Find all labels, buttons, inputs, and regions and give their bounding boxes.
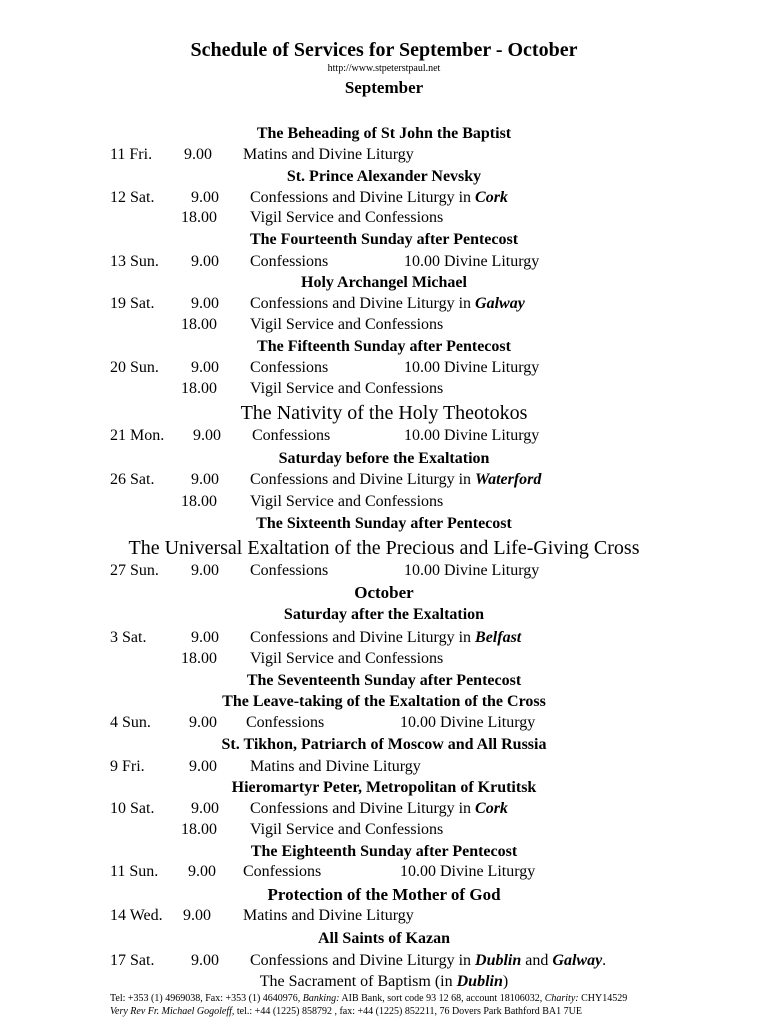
service-location: Waterford — [475, 471, 542, 488]
service-time: 9.00 — [183, 907, 211, 924]
service-time: 9.00 — [191, 295, 219, 312]
feast-heading: Holy Archangel Michael — [301, 274, 467, 291]
service-date: 17 Sat. — [110, 952, 155, 969]
service-time: 18.00 — [181, 493, 217, 510]
service-time: 9.00 — [188, 863, 216, 880]
service-time: 18.00 — [181, 209, 217, 226]
service-description: Matins and Divine Liturgy — [250, 758, 421, 775]
service-description: Confessions and Divine Liturgy in Cork — [250, 189, 508, 206]
service-date: 11 Sun. — [110, 863, 159, 880]
footer-priest-line: Very Rev Fr. Michael Gogoleff, tel.: +44 (1225) 858792 , fax: +44 (1225) 852211, 76 Dovers Park Bathford BA1 7UE — [110, 1006, 582, 1017]
month-heading-october: October — [354, 583, 414, 602]
service-extra: 10.00 Divine Liturgy — [400, 863, 536, 880]
feast-heading: Hieromartyr Peter, Metropolitan of Krutitsk — [231, 779, 537, 796]
service-time: 18.00 — [181, 316, 217, 333]
service-date: 3 Sat. — [110, 629, 147, 646]
service-description: Confessions — [250, 253, 329, 270]
feast-heading: The Seventeenth Sunday after Pentecost — [246, 672, 522, 689]
service-time: 9.00 — [193, 427, 221, 444]
service-description: Matins and Divine Liturgy — [243, 146, 414, 163]
service-time: 18.00 — [181, 380, 217, 397]
service-extra: 10.00 Divine Liturgy — [404, 253, 540, 270]
service-description: Confessions — [250, 359, 329, 376]
baptism-note: The Sacrament of Baptism (in Dublin) — [259, 973, 509, 990]
month-heading-september: September — [344, 78, 424, 97]
service-date: 10 Sat. — [110, 800, 155, 817]
service-description: Confessions — [243, 863, 322, 880]
service-description: Vigil Service and Confessions — [250, 209, 444, 226]
service-description: Confessions — [252, 427, 331, 444]
footer-contact-line: Tel: +353 (1) 4969038, Fax: +353 (1) 4640976, Banking: AIB Bank, sort code 93 12 68, account 18106032, Charity: CHY14529 — [110, 993, 628, 1004]
service-date: 21 Mon. — [110, 427, 165, 444]
service-location: Galway — [552, 952, 603, 969]
service-extra: 10.00 Divine Liturgy — [404, 427, 540, 444]
feast-heading: The Beheading of St John the Baptist — [256, 125, 512, 142]
service-description: Vigil Service and Confessions — [250, 380, 444, 397]
service-description: Confessions — [250, 562, 329, 579]
service-location: Belfast — [475, 629, 522, 646]
feast-heading: Saturday before the Exaltation — [278, 450, 490, 467]
service-date: 20 Sun. — [110, 359, 159, 376]
service-time: 9.00 — [191, 629, 219, 646]
feast-heading-major: The Nativity of the Holy Theotokos — [240, 402, 528, 424]
service-date: 14 Wed. — [110, 907, 163, 924]
service-time: 9.00 — [191, 562, 219, 579]
service-description: Confessions and Divine Liturgy in Galway — [250, 295, 525, 312]
feast-heading: The Fifteenth Sunday after Pentecost — [257, 338, 511, 355]
service-time: 9.00 — [191, 800, 219, 817]
service-date: 19 Sat. — [110, 295, 155, 312]
service-location: Dublin — [475, 952, 522, 969]
service-extra: 10.00 Divine Liturgy — [404, 562, 540, 579]
feast-heading: The Eighteenth Sunday after Pentecost — [250, 843, 518, 860]
page-title: Schedule of Services for September - October — [190, 39, 578, 61]
feast-heading: Saturday after the Exaltation — [283, 606, 485, 623]
service-description: Confessions and Divine Liturgy in Waterford — [250, 471, 542, 488]
service-extra: 10.00 Divine Liturgy — [400, 714, 536, 731]
service-extra: 10.00 Divine Liturgy — [404, 359, 540, 376]
service-time: 18.00 — [181, 650, 217, 667]
service-description: Confessions and Divine Liturgy in Cork — [250, 800, 508, 817]
service-time: 9.00 — [191, 952, 219, 969]
service-date: 26 Sat. — [110, 471, 155, 488]
service-time: 9.00 — [189, 714, 217, 731]
service-location: Galway — [475, 295, 525, 312]
website-link[interactable]: http://www.stpeterstpaul.net — [327, 63, 441, 74]
service-time: 9.00 — [191, 189, 219, 206]
feast-heading: All Saints of Kazan — [317, 930, 450, 947]
feast-heading: The Fourteenth Sunday after Pentecost — [249, 231, 519, 248]
service-location: Cork — [475, 189, 508, 206]
service-time: 9.00 — [191, 359, 219, 376]
service-date: 13 Sun. — [110, 253, 159, 270]
service-description: Vigil Service and Confessions — [250, 821, 444, 838]
service-date: 4 Sun. — [110, 714, 151, 731]
service-location: Cork — [475, 800, 508, 817]
service-date: 27 Sun. — [110, 562, 159, 579]
service-date: 11 Fri. — [110, 146, 153, 163]
service-time: 18.00 — [181, 821, 217, 838]
service-date: 9 Fri. — [110, 758, 145, 775]
feast-heading: The Leave-taking of the Exaltation of the Cross — [222, 693, 546, 710]
service-description: Matins and Divine Liturgy — [243, 907, 414, 924]
baptism-location: Dublin — [456, 973, 503, 990]
service-time: 9.00 — [191, 253, 219, 270]
service-description: Confessions and Divine Liturgy in Belfast — [250, 629, 522, 646]
service-description: Vigil Service and Confessions — [250, 493, 444, 510]
service-description: Confessions and Divine Liturgy in Dublin and Galway. — [250, 952, 607, 969]
feast-heading: St. Tikhon, Patriarch of Moscow and All Russia — [221, 736, 547, 753]
service-description: Vigil Service and Confessions — [250, 316, 444, 333]
service-time: 9.00 — [189, 758, 217, 775]
service-time: 9.00 — [191, 471, 219, 488]
service-time: 9.00 — [184, 146, 212, 163]
service-description: Confessions — [246, 714, 325, 731]
service-date: 12 Sat. — [110, 189, 155, 206]
feast-heading: Protection of the Mother of God — [267, 885, 501, 904]
feast-heading: The Sixteenth Sunday after Pentecost — [256, 515, 512, 532]
feast-heading-major: The Universal Exaltation of the Precious and Life-Giving Cross — [128, 537, 640, 559]
service-description: Vigil Service and Confessions — [250, 650, 444, 667]
feast-heading: St. Prince Alexander Nevsky — [286, 168, 482, 185]
